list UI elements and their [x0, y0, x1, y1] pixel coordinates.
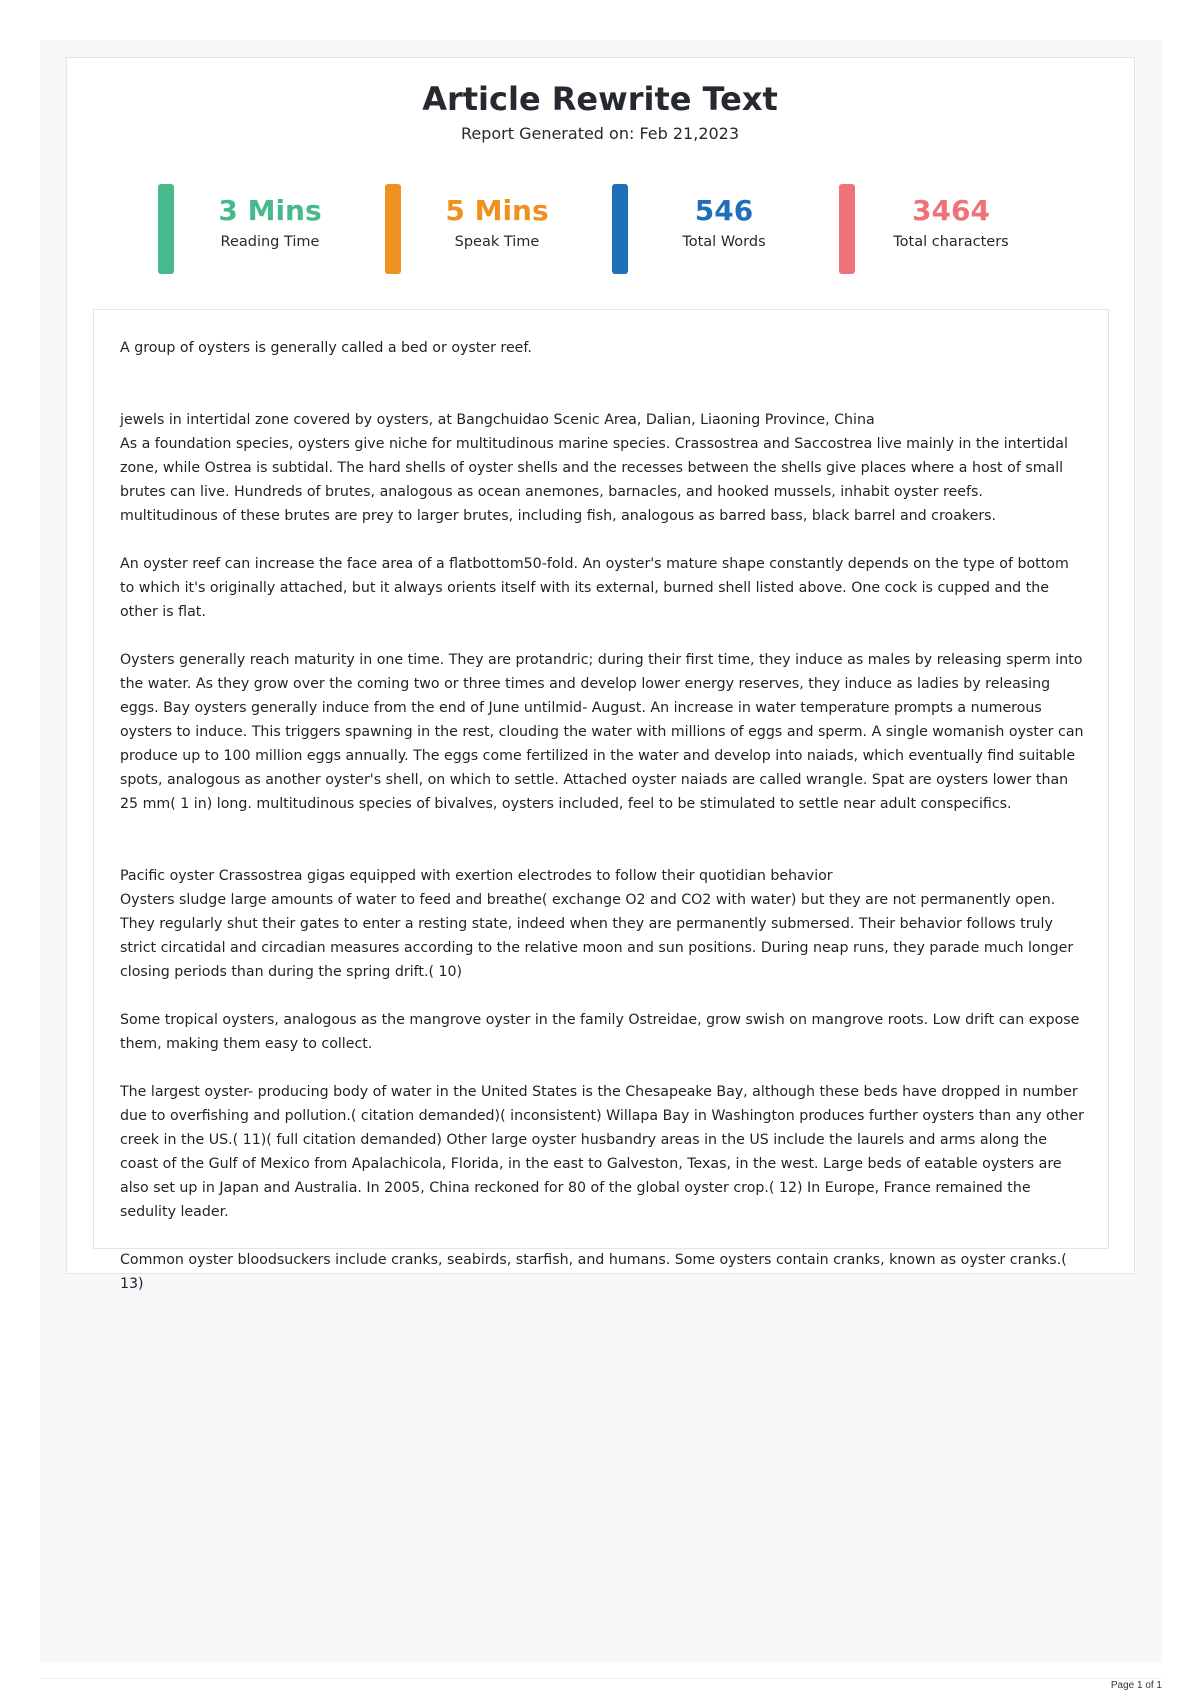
stat-label: Reading Time: [220, 234, 320, 250]
stat-total-words: [612, 184, 812, 274]
stat-label: Speak Time: [454, 234, 540, 250]
stat-speak-time: [385, 184, 585, 274]
article-caption: jewels in intertidal zone covered by oysters, at Bangchuidao Scenic Area, Dalian, Liaoning Province, China: [120, 412, 875, 428]
stat-value: 546: [694, 194, 754, 227]
article-caption: Pacific oyster Crassostrea gigas equipped with exertion electrodes to follow their quotidian behavior: [120, 868, 833, 884]
article-paragraph: A group of oysters is generally called a bed or oyster reef.: [120, 340, 532, 356]
stat-value: 5 Mins: [445, 194, 549, 227]
stat-accent-bar: [612, 184, 628, 274]
article-paragraph: The largest oyster- producing body of water in the United States is the Chesapeake Bay, although these beds have dropped in number due to overfishing and pollution.( citation demanded)( inconsistent) Willapa Bay in Washington produces further oysters than any other creek in the US.( 11)( full citation demanded) Other large oyster husbandry areas in the US include the laurels and arms along the coast of the Gulf of Mexico from Apalachicola, Florida, in the east to Galveston, Texas, in the west. Large beds of eatable oysters are also set up in Japan and Australia. In 2005, China reckoned for 80 of the global oyster crop.( 12) In Europe, France remained the sedulity leader.: [120, 1084, 1084, 1220]
report-title: Article Rewrite Text: [422, 80, 778, 118]
report-generated-date: Report Generated on: Feb 21,2023: [460, 124, 740, 143]
article-paragraph: As a foundation species, oysters give niche for multitudinous marine species. Crassostrea and Saccostrea live mainly in the intertidal zone, while Ostrea is subtidal. The hard shells of oyster shells and the recesses between the shells give places where a host of small brutes can live. Hundreds of brutes, analogous as ocean anemones, barnacles, and hooked mussels, inhabit oyster reefs. multitudinous of these brutes are prey to larger brutes, including fish, analogous as barred bass, black barrel and croakers.: [120, 436, 1068, 524]
stat-label: Total Words: [682, 234, 766, 250]
stat-reading-time: [158, 184, 358, 274]
article-paragraph: Oysters generally reach maturity in one time. They are protandric; during their first time, they induce as males by releasing sperm into the water. As they grow over the coming two or three times and develop lower energy reserves, they induce as ladies by releasing eggs. Bay oysters generally induce from the end of June untilmid- August. An increase in water temperature prompts a numerous oysters to induce. This triggers spawning in the rest, clouding the water with millions of eggs and sperm. A single womanish oyster can produce up to 100 million eggs annually. The eggs come fertilized in the water and develop into naiads, which eventually find suitable spots, analogous as another oyster's shell, on which to settle. Attached oyster naiads are called wrangle. Spat are oysters lower than 25 mm( 1 in) long. multitudinous species of bivalves, oysters included, feel to be stimulated to settle near adult conspecifics.: [120, 652, 1084, 812]
stat-value: 3 Mins: [218, 194, 322, 227]
footer-divider: [40, 1678, 1162, 1679]
stat-accent-bar: [385, 184, 401, 274]
article-paragraph: An oyster reef can increase the face area of a flatbottom50-fold. An oyster's mature shape constantly depends on the type of bottom to which it's originally attached, but it always orients itself with its external, burned shell listed above. One cock is cupped and the other is flat.: [120, 556, 1069, 620]
article-paragraph: Oysters sludge large amounts of water to feed and breathe( exchange O2 and CO2 with water) but they are not permanently open. They regularly shut their gates to enter a resting state, indeed when they are permanently submersed. Their behavior follows truly strict circatidal and circadian measures according to the relative moon and sun positions. During neap runs, they parade much longer closing periods than during the spring drift.( 10): [120, 892, 1074, 980]
stat-label: Total characters: [893, 234, 1009, 250]
page-number: Page 1 of 1: [1110, 1680, 1162, 1691]
stat-total-characters: [839, 184, 1039, 274]
article-paragraph: Some tropical oysters, analogous as the mangrove oyster in the family Ostreidae, grow swish on mangrove roots. Low drift can expose them, making them easy to collect.: [120, 1012, 1080, 1052]
article-paragraph: Common oyster bloodsuckers include cranks, seabirds, starfish, and humans. Some oysters contain cranks, known as oyster cranks.( 13): [120, 1252, 1067, 1292]
stat-accent-bar: [839, 184, 855, 274]
stat-accent-bar: [158, 184, 174, 274]
article-text-panel: [93, 309, 1109, 1292]
stat-value: 3464: [912, 194, 990, 227]
